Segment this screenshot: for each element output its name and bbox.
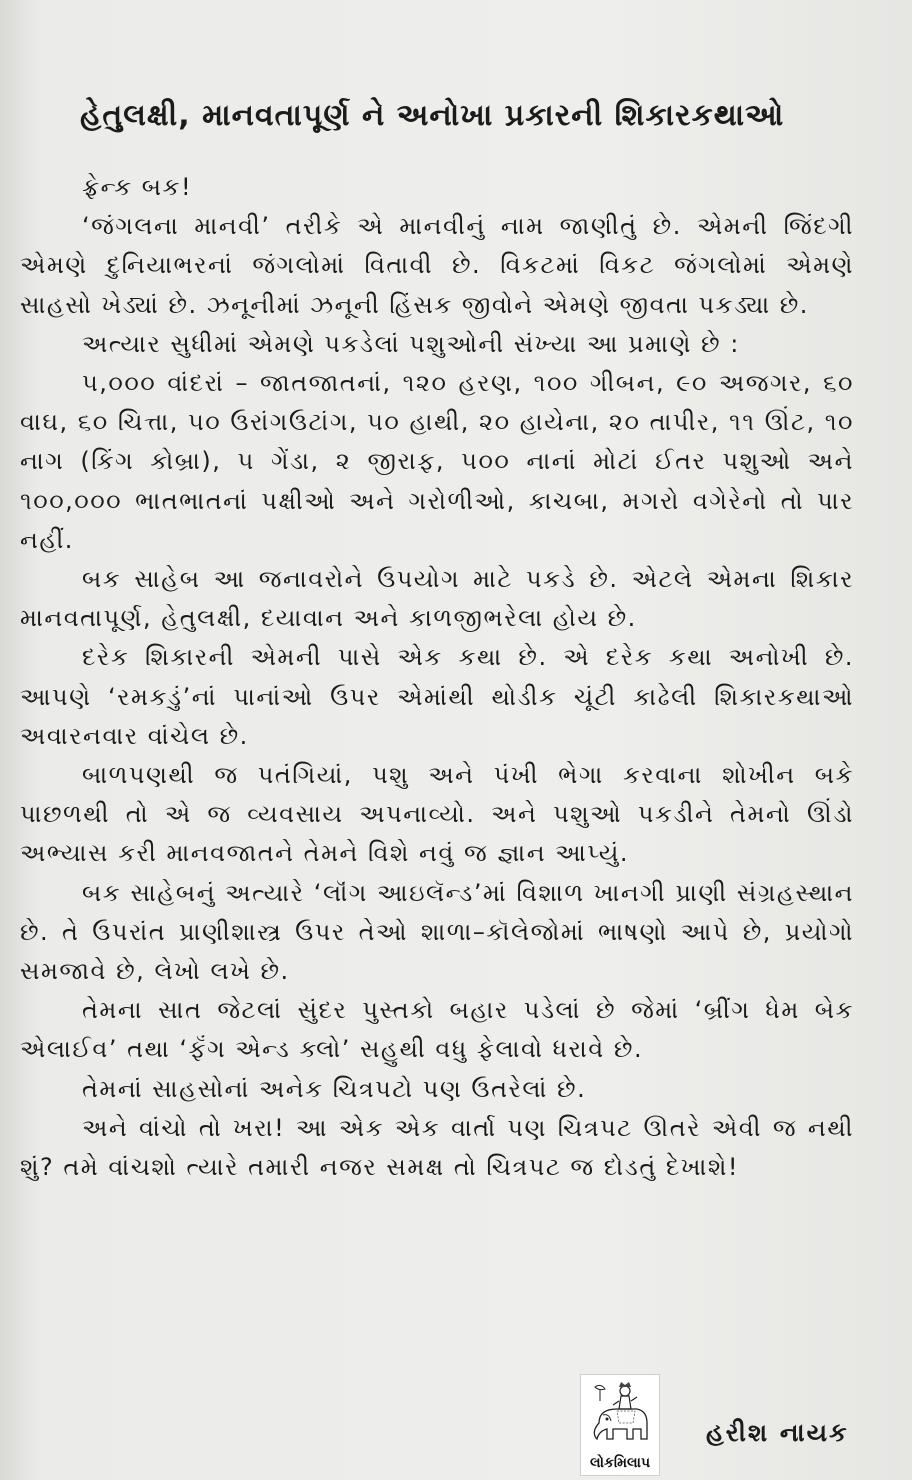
publisher-logo [580,1374,660,1476]
publisher-name: લોકમિલાપ [589,1455,651,1471]
paragraph-1: ફ્રેન્ક બક! [82,173,193,201]
paragraph-11: અને વાંચો તો ખરા! આ એક એક વાર્તા પણ ચિત્રપટ ઊતરે એવી જ નથી શું? તમે વાંચશો ત્યારે તમારી નજર સમક્ષ તો ચિત્રપટ જ દોડતું દેખાશે! [20,1113,854,1182]
paragraph-8: બક સાહેબનું અત્યારે ‘લૉંગ આઇલૅન્ડ’માં વિશાળ ખાનગી પ્રાણી સંગ્રહસ્થાન છે. તે ઉપરાંત પ્રાણીશાસ્ત્ર ઉપર તેઓ શાળા–કૉલેજોમાં ભાષણો આપે છે, પ્રયોગો સમજાવે છે, લેખો લખે છે. [20,878,854,986]
paragraph-9: તેમના સાત જેટલાં સુંદર પુસ્તકો બહાર પડેલાં છે જેમાં ‘બ્રીંગ ધેમ બેક એલાઈવ’ તથા ‘ફૅંગ એન્ડ ક્લો’ સહુથી વધુ ફેલાવો ધરાવે છે. [20,996,854,1064]
paragraph-2: ‘જંગલના માનવી’ તરીકે એ માનવીનું નામ જાણીતું છે. એમની જિંદગી એમણે દુનિયાભરનાં જંગલોમાં વિતાવી છે. વિકટમાં વિકટ જંગલોમાં એમણે સાહસો ખેડ્યાં છે. ઝનૂનીમાં ઝનૂની હિંસક જીવોને એમણે જીવતા પકડ્યા છે. [20,212,854,319]
paragraph-7: બાળપણથી જ પતંગિયાં, પશુ અને પંખી ભેગા કરવાના શોખીન બકે પાછળથી તો એ જ વ્યવસાય અપનાવ્યો. અને પશુઓ પકડીને તેમનો ઊંડો અભ્યાસ કરી માનવજાતને તેમને વિશે નવું જ જ્ઞાન આપ્યું. [20,761,854,868]
author-name: હરીશ નાયક [706,1418,849,1447]
paragraph-5: બક સાહેબ આ જનાવરોને ઉપયોગ માટે પકડે છે. એટલે એમના શિકાર માનવતાપૂર્ણ, હેતુલક્ષી, દયાવાન અને કાળજીભરેલા હોય છે. [20,565,854,633]
paragraph-10: તેમનાં સાહસોનાં અનેક ચિત્રપટો પણ ઉતરેલાં છે. [82,1074,587,1103]
paragraph-4: ૫,૦૦૦ વાંદરાં – જાતજાતનાં, ૧૨૦ હરણ, ૧૦૦ ગીબન, ૯૦ અજગર, ૬૦ વાઘ, ૬૦ ચિત્તા, ૫૦ ઉરાંગઉટાંગ, ૫૦ હાથી, ૨૦ હાયેના, ૨૦ તાપીર, ૧૧ ઊંટ, ૧૦ નાગ (કિંગ કોબ્રા), ૫ ગેંડા, ૨ જીરાફ, ૫૦૦ નાનાં મોટાં ઈતર પશુઓ અને ૧૦૦,૦૦૦ ભાતભાતનાં પક્ષીઓ અને ગરોળીઓ, કાચબા, મગરો વગેરેનો તો પાર નહીં. [20,369,854,554]
elephant-rider-logo-icon [585,1379,655,1449]
paragraph-6: દરેક શિકારની એમની પાસે એક કથા છે. એ દરેક કથા અનોખી છે. આપણે ‘રમકડું’નાં પાનાંઓ ઉપર એમાંથી થોડીક ચૂંટી કાઢેલી શિકારકથાઓ અવારનવાર વાંચેલ છે. [20,643,854,750]
page-title: હેતુલક્ષી, માનવતાપૂર્ણ ને અનોખા પ્રકારની શિકારકથાઓ [80,98,785,133]
paragraph-3: અત્યાર સુધીમાં એમણે પકડેલાં પશુઓની સંખ્યા આ પ્રમાણે છે : [82,329,740,358]
body-text [20,168,854,1187]
